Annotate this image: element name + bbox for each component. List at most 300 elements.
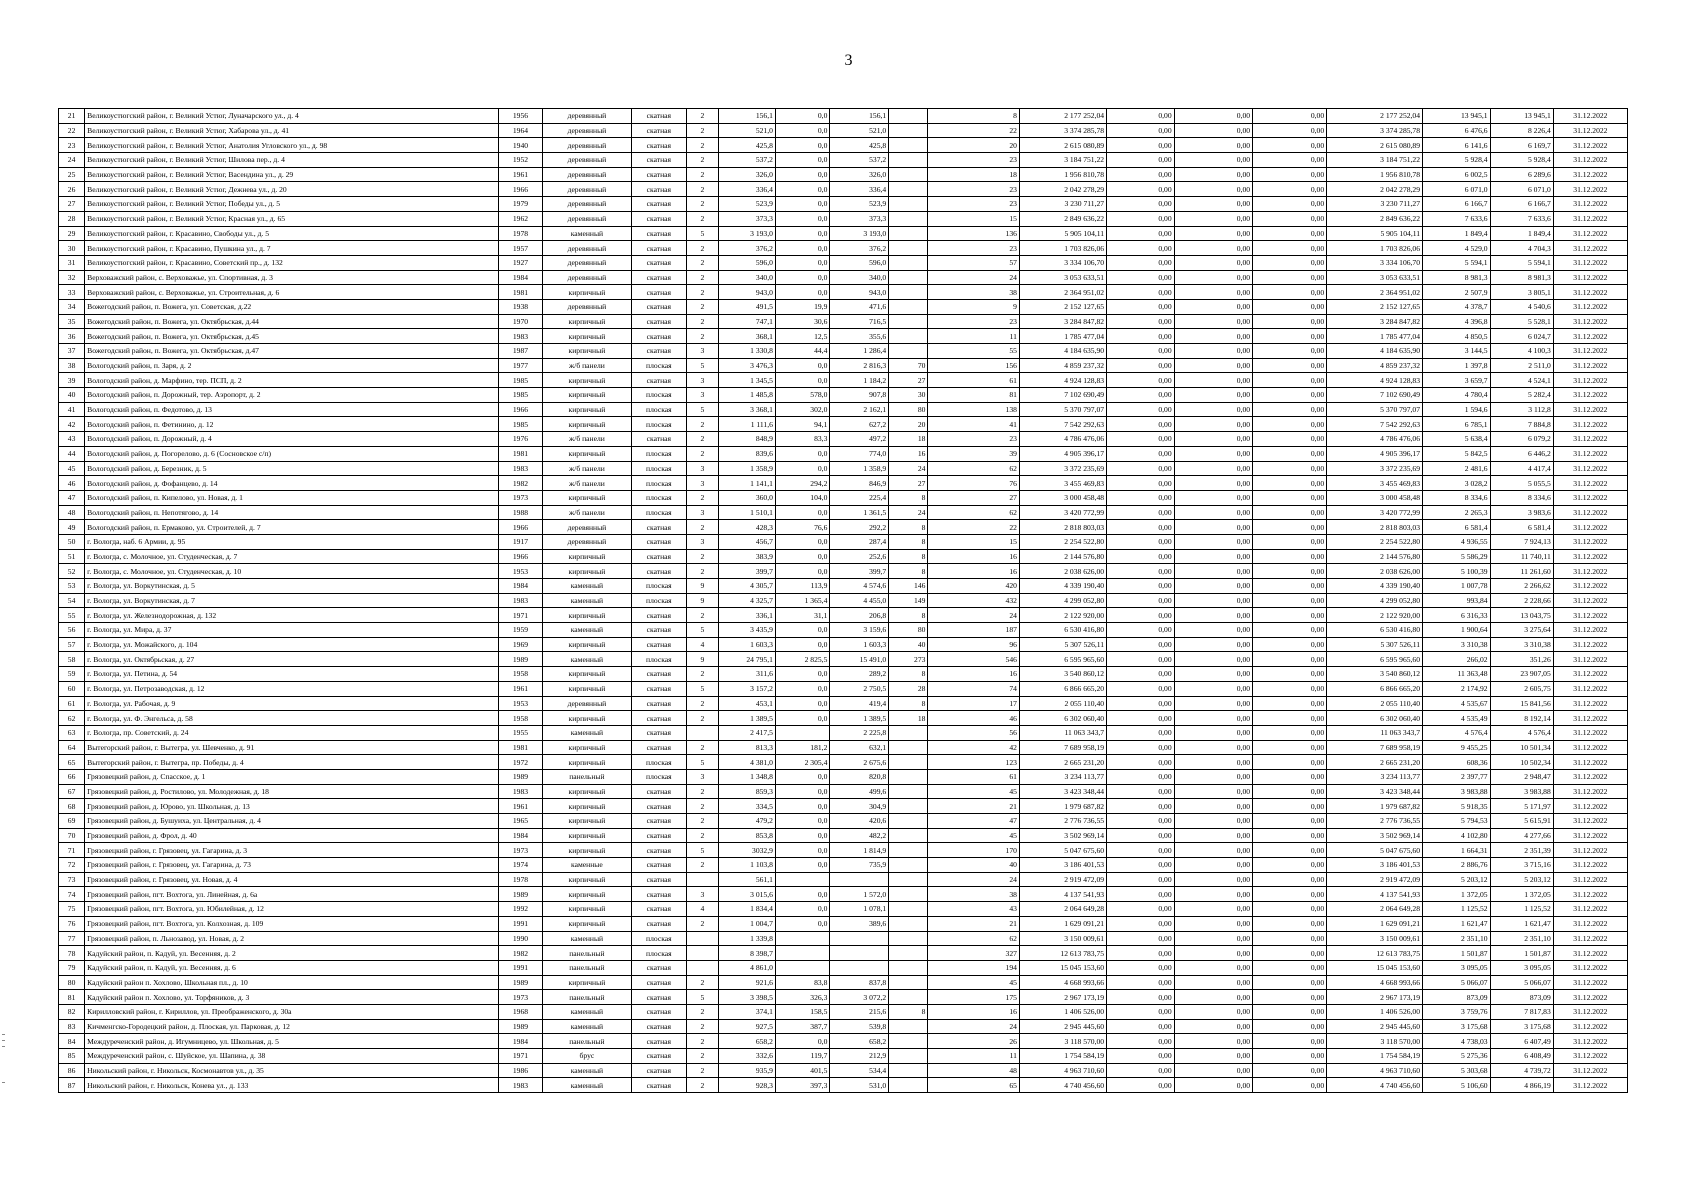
cell-max-unit-cost: 3 983,88 bbox=[1490, 784, 1553, 799]
cell-unit-cost: 3 659,7 bbox=[1423, 373, 1491, 388]
cell-residential-area: 419,4 bbox=[830, 696, 889, 711]
cell-cost-local: 0,00 bbox=[1253, 916, 1327, 931]
cell-cost-federal: 0,00 bbox=[1107, 990, 1175, 1005]
cell-residential-area: 846,9 bbox=[830, 476, 889, 491]
cell-total-cost: 4 184 635,90 bbox=[1019, 344, 1106, 359]
cell-apartments bbox=[889, 814, 928, 829]
cell-roof-type: скатная bbox=[632, 711, 686, 726]
cell-completion-date: 31.12.2022 bbox=[1553, 534, 1627, 549]
cell-row-number: 83 bbox=[59, 1019, 85, 1034]
cell-wall-material: кирпичный bbox=[542, 608, 631, 623]
cell-total-area: 3 157,2 bbox=[719, 681, 776, 696]
cell-wall-material: кирпичный bbox=[542, 564, 631, 579]
cell-cost-regional: 0,00 bbox=[1174, 858, 1252, 873]
cell-max-unit-cost: 4 576,4 bbox=[1490, 725, 1553, 740]
cell-cost-federal: 0,00 bbox=[1107, 109, 1175, 124]
cell-total-cost: 1 956 810,78 bbox=[1019, 167, 1106, 182]
cell-unit-cost: 4 102,80 bbox=[1423, 828, 1491, 843]
cell-apartments bbox=[889, 769, 928, 784]
cell-apartments bbox=[889, 1049, 928, 1064]
cell-max-unit-cost: 2 605,75 bbox=[1490, 681, 1553, 696]
cell-wall-material: кирпичный bbox=[542, 814, 631, 829]
cell-unit-cost: 2 481,6 bbox=[1423, 461, 1491, 476]
cell-nonresidential-area: 0,0 bbox=[775, 696, 829, 711]
cell-floors: 5 bbox=[686, 358, 719, 373]
cell-completion-date: 31.12.2022 bbox=[1553, 109, 1627, 124]
cell-cost-regional: 0,00 bbox=[1174, 270, 1252, 285]
cell-total-cost: 2 818 803,03 bbox=[1019, 520, 1106, 535]
cell-roof-type: скатная bbox=[632, 167, 686, 182]
cell-cost-regional: 0,00 bbox=[1174, 1034, 1252, 1049]
cell-max-unit-cost: 6 408,49 bbox=[1490, 1049, 1553, 1064]
cell-total-area: 747,1 bbox=[719, 314, 776, 329]
cell-apartments: 70 bbox=[889, 358, 928, 373]
cell-apartments bbox=[889, 843, 928, 858]
cell-residential-area: 225,4 bbox=[830, 490, 889, 505]
cell-cost-regional: 0,00 bbox=[1174, 534, 1252, 549]
cell-unit-cost: 9 455,25 bbox=[1423, 740, 1491, 755]
cell-unit-cost: 3 759,76 bbox=[1423, 1004, 1491, 1019]
cell-apartments: 16 bbox=[889, 446, 928, 461]
table-row bbox=[59, 799, 1628, 814]
cell-year-built: 1984 bbox=[499, 270, 543, 285]
cell-wall-material: панельный bbox=[542, 769, 631, 784]
cell-residential-area: 289,2 bbox=[830, 667, 889, 682]
cell-total-area: 1 339,8 bbox=[719, 931, 776, 946]
cell-wall-material: кирпичный bbox=[542, 755, 631, 770]
cell-year-built: 1973 bbox=[499, 490, 543, 505]
cell-address: Кадуйский район, п. Кадуй, ул. Весенняя, д. 6 bbox=[85, 960, 499, 975]
cell-max-unit-cost: 873,09 bbox=[1490, 990, 1553, 1005]
cell-row-number: 65 bbox=[59, 755, 85, 770]
cell-nonresidential-area: 0,0 bbox=[775, 843, 829, 858]
cell-residential-area: 326,0 bbox=[830, 167, 889, 182]
cell-cost-local: 0,00 bbox=[1253, 1063, 1327, 1078]
cell-cost-local: 0,00 bbox=[1253, 167, 1327, 182]
cell-address: Кадуйский район, п. Кадуй, ул. Весенняя, д. 2 bbox=[85, 946, 499, 961]
cell-apartments bbox=[889, 872, 928, 887]
cell-address: Грязовецкий район, г. Грязовец, ул. Гагарина, д. 3 bbox=[85, 843, 499, 858]
cell-total-area: 340,0 bbox=[719, 270, 776, 285]
cell-row-number: 42 bbox=[59, 417, 85, 432]
cell-completion-date: 31.12.2022 bbox=[1553, 1004, 1627, 1019]
cell-year-built: 1970 bbox=[499, 314, 543, 329]
cell-nonresidential-area: 387,7 bbox=[775, 1019, 829, 1034]
cell-year-built: 1982 bbox=[499, 946, 543, 961]
cell-wall-material: каменные bbox=[542, 858, 631, 873]
cell-year-built: 1961 bbox=[499, 167, 543, 182]
table-row bbox=[59, 960, 1628, 975]
cell-row-number: 31 bbox=[59, 255, 85, 270]
cell-address: Верховажский район, с. Верховажье, ул. Строительная, д. 6 bbox=[85, 285, 499, 300]
cell-floors: 3 bbox=[686, 461, 719, 476]
cell-cost-owners: 1 956 810,78 bbox=[1327, 167, 1423, 182]
cell-nonresidential-area: 76,6 bbox=[775, 520, 829, 535]
cell-nonresidential-area: 0,0 bbox=[775, 167, 829, 182]
cell-nonresidential-area: 0,0 bbox=[775, 505, 829, 520]
cell-unit-cost: 3 983,88 bbox=[1423, 784, 1491, 799]
cell-cost-local: 0,00 bbox=[1253, 711, 1327, 726]
cell-cost-local: 0,00 bbox=[1253, 828, 1327, 843]
cell-cost-owners: 3 540 860,12 bbox=[1327, 667, 1423, 682]
cell-cost-regional: 0,00 bbox=[1174, 652, 1252, 667]
cell-apartments: 80 bbox=[889, 623, 928, 638]
cell-residents: 45 bbox=[928, 784, 1020, 799]
cell-apartments: 80 bbox=[889, 402, 928, 417]
cell-cost-local: 0,00 bbox=[1253, 1049, 1327, 1064]
cell-completion-date: 31.12.2022 bbox=[1553, 446, 1627, 461]
cell-floors: 9 bbox=[686, 579, 719, 594]
cell-max-unit-cost: 3 095,05 bbox=[1490, 960, 1553, 975]
cell-row-number: 67 bbox=[59, 784, 85, 799]
cell-address: г. Вологда, ул. Рабочая, д. 9 bbox=[85, 696, 499, 711]
cell-year-built: 1979 bbox=[499, 197, 543, 212]
cell-cost-owners: 4 905 396,17 bbox=[1327, 446, 1423, 461]
cell-address: Никольский район, г. Никольск, Космонавтов ул., д. 35 bbox=[85, 1063, 499, 1078]
cell-cost-regional: 0,00 bbox=[1174, 417, 1252, 432]
table-row bbox=[59, 740, 1628, 755]
cell-year-built: 1964 bbox=[499, 123, 543, 138]
cell-total-cost: 11 063 343,7 bbox=[1019, 725, 1106, 740]
cell-residents: 61 bbox=[928, 769, 1020, 784]
cell-wall-material: кирпичный bbox=[542, 711, 631, 726]
cell-cost-local: 0,00 bbox=[1253, 109, 1327, 124]
cell-cost-regional: 0,00 bbox=[1174, 579, 1252, 594]
cell-unit-cost: 4 535,67 bbox=[1423, 696, 1491, 711]
cell-floors: 2 bbox=[686, 1034, 719, 1049]
cell-max-unit-cost: 5 594,1 bbox=[1490, 255, 1553, 270]
cell-total-cost: 6 302 060,40 bbox=[1019, 711, 1106, 726]
table-row bbox=[59, 946, 1628, 961]
cell-total-area: 1 834,4 bbox=[719, 902, 776, 917]
cell-cost-regional: 0,00 bbox=[1174, 109, 1252, 124]
cell-total-area: 1 603,3 bbox=[719, 637, 776, 652]
cell-residential-area: 1 361,5 bbox=[830, 505, 889, 520]
cell-unit-cost: 13 945,1 bbox=[1423, 109, 1491, 124]
cell-unit-cost: 4 378,7 bbox=[1423, 299, 1491, 314]
cell-max-unit-cost: 1 621,47 bbox=[1490, 916, 1553, 931]
cell-total-area: 311,6 bbox=[719, 667, 776, 682]
cell-completion-date: 31.12.2022 bbox=[1553, 872, 1627, 887]
cell-total-cost: 3 334 106,70 bbox=[1019, 255, 1106, 270]
cell-cost-owners: 3 230 711,27 bbox=[1327, 197, 1423, 212]
table-row bbox=[59, 373, 1628, 388]
cell-total-area: 935,9 bbox=[719, 1063, 776, 1078]
cell-row-number: 54 bbox=[59, 593, 85, 608]
cell-completion-date: 31.12.2022 bbox=[1553, 725, 1627, 740]
cell-cost-owners: 2 818 803,03 bbox=[1327, 520, 1423, 535]
cell-row-number: 44 bbox=[59, 446, 85, 461]
cell-unit-cost: 2 351,10 bbox=[1423, 931, 1491, 946]
cell-address: г. Вологда, ул. Петина, д. 54 bbox=[85, 667, 499, 682]
cell-residents: 23 bbox=[928, 432, 1020, 447]
cell-cost-federal: 0,00 bbox=[1107, 887, 1175, 902]
cell-max-unit-cost: 4 417,4 bbox=[1490, 461, 1553, 476]
cell-nonresidential-area: 12,5 bbox=[775, 329, 829, 344]
cell-cost-local: 0,00 bbox=[1253, 211, 1327, 226]
cell-apartments bbox=[889, 270, 928, 285]
cell-cost-local: 0,00 bbox=[1253, 534, 1327, 549]
cell-cost-owners: 6 866 665,20 bbox=[1327, 681, 1423, 696]
cell-unit-cost: 5 066,07 bbox=[1423, 975, 1491, 990]
cell-completion-date: 31.12.2022 bbox=[1553, 417, 1627, 432]
cell-roof-type: скатная bbox=[632, 608, 686, 623]
cell-roof-type: скатная bbox=[632, 872, 686, 887]
cell-row-number: 60 bbox=[59, 681, 85, 696]
cell-cost-federal: 0,00 bbox=[1107, 1078, 1175, 1093]
table-row bbox=[59, 975, 1628, 990]
cell-residential-area: 15 491,0 bbox=[830, 652, 889, 667]
cell-floors: 2 bbox=[686, 828, 719, 843]
cell-floors: 2 bbox=[686, 211, 719, 226]
cell-roof-type: скатная bbox=[632, 1049, 686, 1064]
cell-wall-material: панельный bbox=[542, 1034, 631, 1049]
cell-row-number: 39 bbox=[59, 373, 85, 388]
cell-floors: 3 bbox=[686, 505, 719, 520]
cell-roof-type: скатная bbox=[632, 1004, 686, 1019]
cell-unit-cost: 3 095,05 bbox=[1423, 960, 1491, 975]
cell-max-unit-cost: 1 849,4 bbox=[1490, 226, 1553, 241]
cell-cost-regional: 0,00 bbox=[1174, 711, 1252, 726]
cell-max-unit-cost: 3 175,68 bbox=[1490, 1019, 1553, 1034]
cell-cost-regional: 0,00 bbox=[1174, 1049, 1252, 1064]
cell-floors: 3 bbox=[686, 534, 719, 549]
cell-roof-type: скатная bbox=[632, 373, 686, 388]
cell-year-built: 1991 bbox=[499, 960, 543, 975]
cell-total-cost: 3 053 633,51 bbox=[1019, 270, 1106, 285]
cell-row-number: 33 bbox=[59, 285, 85, 300]
cell-total-cost: 7 102 690,49 bbox=[1019, 388, 1106, 403]
cell-roof-type: плоская bbox=[632, 652, 686, 667]
cell-residents: 46 bbox=[928, 711, 1020, 726]
cell-row-number: 79 bbox=[59, 960, 85, 975]
cell-apartments: 18 bbox=[889, 432, 928, 447]
cell-row-number: 35 bbox=[59, 314, 85, 329]
cell-unit-cost: 3 310,38 bbox=[1423, 637, 1491, 652]
cell-row-number: 48 bbox=[59, 505, 85, 520]
cell-address: Грязовецкий район, пгт. Вохтога, ул. Линейная, д. 6а bbox=[85, 887, 499, 902]
cell-year-built: 1978 bbox=[499, 226, 543, 241]
cell-row-number: 68 bbox=[59, 799, 85, 814]
cell-nonresidential-area bbox=[775, 725, 829, 740]
table-row bbox=[59, 534, 1628, 549]
cell-total-cost: 2 055 110,40 bbox=[1019, 696, 1106, 711]
cell-address: Вожегодский район, п. Вожега, ул. Советская, д.22 bbox=[85, 299, 499, 314]
cell-address: Великоустюгский район, г. Великий Устюг, Хабарова ул., д. 41 bbox=[85, 123, 499, 138]
table-row bbox=[59, 167, 1628, 182]
cell-residents: 56 bbox=[928, 725, 1020, 740]
cell-cost-regional: 0,00 bbox=[1174, 211, 1252, 226]
cell-apartments bbox=[889, 1019, 928, 1034]
cell-year-built: 1958 bbox=[499, 711, 543, 726]
cell-floors: 2 bbox=[686, 711, 719, 726]
cell-cost-federal: 0,00 bbox=[1107, 843, 1175, 858]
cell-row-number: 47 bbox=[59, 490, 85, 505]
cell-year-built: 1955 bbox=[499, 725, 543, 740]
cell-cost-federal: 0,00 bbox=[1107, 1034, 1175, 1049]
cell-roof-type: плоская bbox=[632, 388, 686, 403]
cell-residential-area: 1 358,9 bbox=[830, 461, 889, 476]
table-row bbox=[59, 652, 1628, 667]
cell-wall-material: деревянный bbox=[542, 197, 631, 212]
cell-total-cost: 3 000 458,48 bbox=[1019, 490, 1106, 505]
cell-year-built: 1984 bbox=[499, 579, 543, 594]
cell-residents: 16 bbox=[928, 564, 1020, 579]
cell-total-area: 537,2 bbox=[719, 153, 776, 168]
cell-completion-date: 31.12.2022 bbox=[1553, 990, 1627, 1005]
cell-unit-cost: 1 849,4 bbox=[1423, 226, 1491, 241]
cell-row-number: 37 bbox=[59, 344, 85, 359]
cell-year-built: 1977 bbox=[499, 358, 543, 373]
cell-unit-cost: 2 886,76 bbox=[1423, 858, 1491, 873]
cell-cost-owners: 3 502 969,14 bbox=[1327, 828, 1423, 843]
table-row bbox=[59, 755, 1628, 770]
cell-unit-cost: 5 918,35 bbox=[1423, 799, 1491, 814]
cell-year-built: 1965 bbox=[499, 814, 543, 829]
cell-total-cost: 15 045 153,60 bbox=[1019, 960, 1106, 975]
cell-unit-cost: 266,02 bbox=[1423, 652, 1491, 667]
cell-total-area: 479,2 bbox=[719, 814, 776, 829]
cell-nonresidential-area: 0,0 bbox=[775, 241, 829, 256]
cell-wall-material: каменный bbox=[542, 226, 631, 241]
cell-cost-local: 0,00 bbox=[1253, 1019, 1327, 1034]
cell-cost-owners: 2 776 736,55 bbox=[1327, 814, 1423, 829]
cell-max-unit-cost: 1 372,05 bbox=[1490, 887, 1553, 902]
cell-residential-area: 2 816,3 bbox=[830, 358, 889, 373]
cell-nonresidential-area: 0,0 bbox=[775, 138, 829, 153]
cell-roof-type: скатная bbox=[632, 329, 686, 344]
cell-max-unit-cost: 8 192,14 bbox=[1490, 711, 1553, 726]
cell-cost-regional: 0,00 bbox=[1174, 623, 1252, 638]
cell-max-unit-cost: 6 166,7 bbox=[1490, 197, 1553, 212]
cell-cost-local: 0,00 bbox=[1253, 784, 1327, 799]
cell-cost-federal: 0,00 bbox=[1107, 388, 1175, 403]
cell-total-cost: 4 299 052,80 bbox=[1019, 593, 1106, 608]
cell-year-built: 1966 bbox=[499, 549, 543, 564]
cell-cost-federal: 0,00 bbox=[1107, 564, 1175, 579]
cell-row-number: 75 bbox=[59, 902, 85, 917]
cell-nonresidential-area: 0,0 bbox=[775, 564, 829, 579]
cell-cost-local: 0,00 bbox=[1253, 314, 1327, 329]
cell-floors: 3 bbox=[686, 769, 719, 784]
cell-residents: 45 bbox=[928, 828, 1020, 843]
cell-total-cost: 2 254 522,80 bbox=[1019, 534, 1106, 549]
cell-year-built: 1985 bbox=[499, 417, 543, 432]
table-row bbox=[59, 329, 1628, 344]
cell-address: г. Вологда, с. Молочное, ул. Студенческая, д. 7 bbox=[85, 549, 499, 564]
cell-completion-date: 31.12.2022 bbox=[1553, 1049, 1627, 1064]
cell-apartments bbox=[889, 784, 928, 799]
cell-unit-cost: 5 594,1 bbox=[1423, 255, 1491, 270]
cell-total-cost: 1 629 091,21 bbox=[1019, 916, 1106, 931]
cell-unit-cost: 873,09 bbox=[1423, 990, 1491, 1005]
cell-wall-material: кирпичный bbox=[542, 637, 631, 652]
cell-wall-material: ж/б панели bbox=[542, 476, 631, 491]
table-row bbox=[59, 1049, 1628, 1064]
cell-floors: 2 bbox=[686, 241, 719, 256]
cell-roof-type: скатная bbox=[632, 725, 686, 740]
table-row bbox=[59, 153, 1628, 168]
cell-cost-regional: 0,00 bbox=[1174, 226, 1252, 241]
cell-row-number: 28 bbox=[59, 211, 85, 226]
cell-total-cost: 2 152 127,65 bbox=[1019, 299, 1106, 314]
cell-roof-type: скатная bbox=[632, 960, 686, 975]
cell-cost-owners: 3 186 401,53 bbox=[1327, 858, 1423, 873]
cell-floors: 2 bbox=[686, 1019, 719, 1034]
cell-address: Вытегорский район, г. Вытегра, ул. Шевченко, д. 91 bbox=[85, 740, 499, 755]
cell-apartments bbox=[889, 314, 928, 329]
table-row bbox=[59, 255, 1628, 270]
cell-roof-type: плоская bbox=[632, 579, 686, 594]
cell-apartments: 28 bbox=[889, 681, 928, 696]
cell-residents: 74 bbox=[928, 681, 1020, 696]
cell-total-area: 383,9 bbox=[719, 549, 776, 564]
cell-total-area: 4 381,0 bbox=[719, 755, 776, 770]
cell-unit-cost: 5 100,39 bbox=[1423, 564, 1491, 579]
cell-row-number: 58 bbox=[59, 652, 85, 667]
cell-roof-type: скатная bbox=[632, 696, 686, 711]
cell-apartments bbox=[889, 946, 928, 961]
cell-cost-regional: 0,00 bbox=[1174, 769, 1252, 784]
cell-total-cost: 3 234 113,77 bbox=[1019, 769, 1106, 784]
cell-nonresidential-area: 94,1 bbox=[775, 417, 829, 432]
cell-cost-regional: 0,00 bbox=[1174, 799, 1252, 814]
cell-completion-date: 31.12.2022 bbox=[1553, 344, 1627, 359]
cell-completion-date: 31.12.2022 bbox=[1553, 520, 1627, 535]
cell-residents: 21 bbox=[928, 799, 1020, 814]
cell-year-built: 1973 bbox=[499, 990, 543, 1005]
cell-total-cost: 4 740 456,60 bbox=[1019, 1078, 1106, 1093]
cell-total-cost: 2 177 252,04 bbox=[1019, 109, 1106, 124]
cell-wall-material: кирпичный bbox=[542, 490, 631, 505]
cell-cost-owners: 6 530 416,80 bbox=[1327, 623, 1423, 638]
cell-address: Грязовецкий район, д. Фрол, д. 40 bbox=[85, 828, 499, 843]
cell-cost-owners: 5 047 675,60 bbox=[1327, 843, 1423, 858]
cell-cost-local: 0,00 bbox=[1253, 344, 1327, 359]
cell-row-number: 69 bbox=[59, 814, 85, 829]
cell-year-built: 1927 bbox=[499, 255, 543, 270]
cell-apartments: 8 bbox=[889, 534, 928, 549]
cell-wall-material: панельный bbox=[542, 946, 631, 961]
cell-residential-area: 292,2 bbox=[830, 520, 889, 535]
table-row bbox=[59, 344, 1628, 359]
cell-residential-area: 539,8 bbox=[830, 1019, 889, 1034]
cell-cost-owners: 4 924 128,83 bbox=[1327, 373, 1423, 388]
cell-year-built: 1983 bbox=[499, 329, 543, 344]
cell-cost-regional: 0,00 bbox=[1174, 637, 1252, 652]
cell-nonresidential-area: 0,0 bbox=[775, 711, 829, 726]
cell-floors: 2 bbox=[686, 975, 719, 990]
cell-wall-material: ж/б панели bbox=[542, 505, 631, 520]
cell-unit-cost: 6 166,7 bbox=[1423, 197, 1491, 212]
cell-address: г. Вологда, ул. Петрозаводская, д. 12 bbox=[85, 681, 499, 696]
cell-nonresidential-area bbox=[775, 931, 829, 946]
cell-cost-owners: 2 364 951,02 bbox=[1327, 285, 1423, 300]
cell-cost-owners: 5 370 797,07 bbox=[1327, 402, 1423, 417]
cell-row-number: 80 bbox=[59, 975, 85, 990]
cell-roof-type: скатная bbox=[632, 123, 686, 138]
cell-completion-date: 31.12.2022 bbox=[1553, 960, 1627, 975]
cell-residents: 15 bbox=[928, 534, 1020, 549]
cell-cost-regional: 0,00 bbox=[1174, 373, 1252, 388]
cell-address: Грязовецкий район, г. Грязовец, ул. Гагарина, д. 73 bbox=[85, 858, 499, 873]
cell-wall-material: деревянный bbox=[542, 182, 631, 197]
cell-max-unit-cost: 7 884,8 bbox=[1490, 417, 1553, 432]
cell-cost-regional: 0,00 bbox=[1174, 1078, 1252, 1093]
cell-address: г. Вологда, пр. Советский, д. 24 bbox=[85, 725, 499, 740]
cell-roof-type: скатная bbox=[632, 843, 686, 858]
cell-roof-type: скатная bbox=[632, 740, 686, 755]
